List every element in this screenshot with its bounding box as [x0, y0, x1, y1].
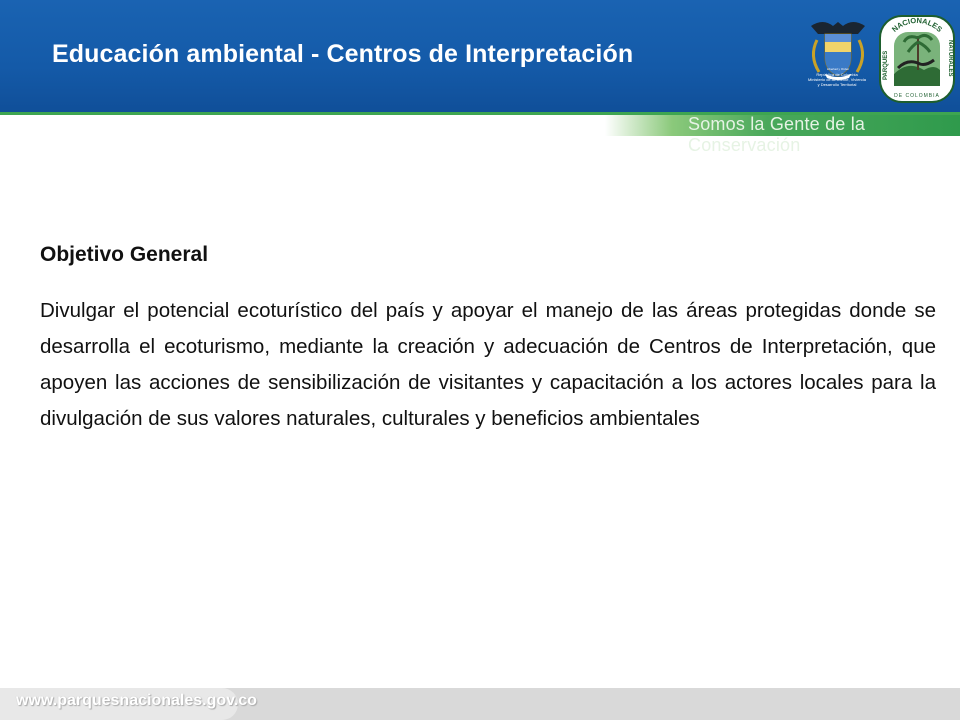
colombia-coat-of-arms-logo — [803, 16, 873, 100]
section-heading: Objetivo General — [40, 243, 209, 266]
ministry-caption-line: República de Colombia — [816, 72, 858, 77]
page-title: Educación ambiental - Centros de Interpretación — [52, 40, 634, 68]
ministry-caption — [797, 72, 877, 87]
ministry-caption-line: y Desarrollo Territorial — [817, 82, 857, 87]
parques-nacionales-logo — [878, 14, 956, 104]
pnn-logo-bottom-text: DE COLOMBIA — [894, 93, 940, 99]
pnn-logo-right-text: NATURALES — [947, 40, 953, 77]
slogan-text: Somos la Gente de la Conservación — [688, 114, 866, 155]
main-content — [40, 243, 936, 437]
objective-paragraph: Divulgar el potencial ecoturístico del país y apoyar el manejo de las áreas protegidas donde se desarrolla el ecoturismo, mediante la creación y adecuación de Centros de Interpretación, que apoyen las acciones de sensibilización de visitantes y capacitación a los actores locales para la divulgación de sus valores naturales, culturales y beneficios ambientales — [40, 299, 936, 430]
pnn-logo-left-text: PARQUES — [883, 50, 889, 80]
ministry-caption-line: Ministerio de Ambiente, Vivienda — [808, 77, 866, 82]
pnn-logo-top-text: NACIONALES — [890, 15, 944, 34]
crest-motto: Libertad y Orden — [826, 67, 850, 71]
footer-website-link[interactable]: www.parquesnacionales.gov.co — [16, 692, 257, 709]
